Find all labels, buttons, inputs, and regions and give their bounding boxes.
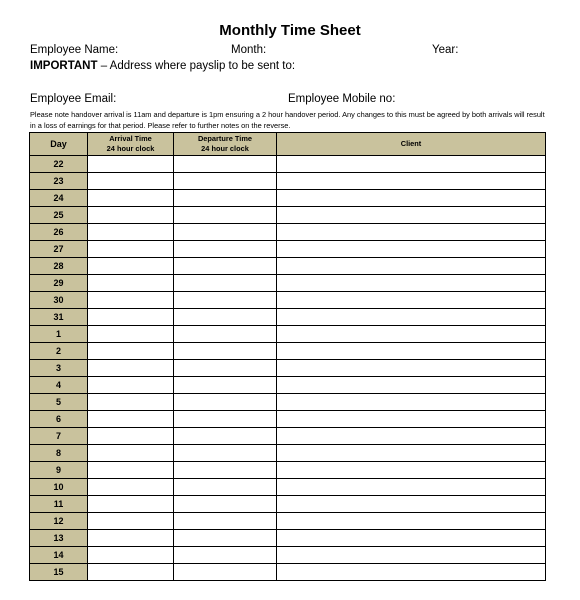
table-row (30, 224, 546, 241)
departure-time-cell[interactable] (174, 479, 277, 496)
employee-email-label: Employee Email: (30, 93, 117, 105)
day-cell: 10 (30, 479, 88, 496)
departure-time-cell[interactable] (174, 530, 277, 547)
departure-time-cell[interactable] (174, 190, 277, 207)
client-cell[interactable] (277, 547, 546, 564)
day-cell: 26 (30, 224, 88, 241)
table-row (30, 411, 546, 428)
arrival-time-cell[interactable] (88, 156, 174, 173)
day-cell: 4 (30, 377, 88, 394)
day-cell: 6 (30, 411, 88, 428)
day-cell: 22 (30, 156, 88, 173)
departure-time-cell[interactable] (174, 394, 277, 411)
day-cell: 7 (30, 428, 88, 445)
client-cell[interactable] (277, 173, 546, 190)
day-cell: 5 (30, 394, 88, 411)
day-cell: 3 (30, 360, 88, 377)
client-cell[interactable] (277, 462, 546, 479)
table-row (30, 513, 546, 530)
departure-time-cell[interactable] (174, 496, 277, 513)
arrival-time-cell[interactable] (88, 496, 174, 513)
arrival-time-cell[interactable] (88, 207, 174, 224)
departure-time-cell[interactable] (174, 207, 277, 224)
timesheet-rows (30, 156, 546, 581)
table-row (30, 309, 546, 326)
departure-time-cell[interactable] (174, 326, 277, 343)
table-row (30, 428, 546, 445)
client-cell[interactable] (277, 360, 546, 377)
table-row (30, 377, 546, 394)
departure-time-cell[interactable] (174, 241, 277, 258)
arrival-time-cell[interactable] (88, 275, 174, 292)
client-cell[interactable] (277, 496, 546, 513)
arrival-time-cell[interactable] (88, 292, 174, 309)
departure-time-cell[interactable] (174, 360, 277, 377)
arrival-time-cell[interactable] (88, 530, 174, 547)
arrival-time-cell[interactable] (88, 513, 174, 530)
client-cell[interactable] (277, 530, 546, 547)
table-row (30, 241, 546, 258)
day-cell: 25 (30, 207, 88, 224)
arrival-header-line1: Arrival Time (109, 134, 152, 143)
departure-time-cell[interactable] (174, 445, 277, 462)
client-cell[interactable] (277, 258, 546, 275)
header-row (30, 133, 546, 156)
client-cell[interactable] (277, 241, 546, 258)
year-label: Year: (432, 44, 459, 56)
arrival-time-header (88, 133, 174, 156)
page-title: Monthly Time Sheet (219, 22, 361, 39)
important-address-line (30, 60, 295, 72)
table-row (30, 207, 546, 224)
arrival-header-line2: 24 hour clock (106, 144, 155, 153)
arrival-time-cell[interactable] (88, 309, 174, 326)
arrival-time-cell[interactable] (88, 224, 174, 241)
client-cell[interactable] (277, 394, 546, 411)
day-cell: 15 (30, 564, 88, 581)
departure-time-cell[interactable] (174, 547, 277, 564)
departure-time-cell[interactable] (174, 224, 277, 241)
table-row (30, 156, 546, 173)
timesheet-table (29, 132, 546, 581)
day-cell: 8 (30, 445, 88, 462)
table-row (30, 462, 546, 479)
departure-time-header (174, 133, 277, 156)
arrival-time-cell[interactable] (88, 173, 174, 190)
arrival-time-cell[interactable] (88, 411, 174, 428)
address-instruction: – Address where payslip to be sent to: (97, 60, 296, 72)
arrival-time-cell[interactable] (88, 394, 174, 411)
table-row (30, 190, 546, 207)
table-row (30, 394, 546, 411)
employee-name-label: Employee Name: (30, 44, 119, 56)
arrival-time-cell[interactable] (88, 462, 174, 479)
arrival-time-cell[interactable] (88, 479, 174, 496)
day-cell: 30 (30, 292, 88, 309)
day-cell: 23 (30, 173, 88, 190)
table-row (30, 547, 546, 564)
client-cell[interactable] (277, 343, 546, 360)
client-cell[interactable] (277, 513, 546, 530)
table-row (30, 173, 546, 190)
day-cell: 27 (30, 241, 88, 258)
arrival-time-cell[interactable] (88, 445, 174, 462)
day-cell: 24 (30, 190, 88, 207)
day-cell: 29 (30, 275, 88, 292)
client-cell[interactable] (277, 309, 546, 326)
handover-note: Please note handover arrival is 11am and departure is 1pm ensuring a 2 hour handover period. Any changes to this must be agreed by both arrivals will result in a loss of earnings for that period. Please refer to further notes on the reverse. (30, 110, 545, 130)
table-row (30, 292, 546, 309)
employee-mobile-label: Employee Mobile no: (288, 93, 396, 105)
client-cell[interactable] (277, 377, 546, 394)
arrival-time-cell[interactable] (88, 564, 174, 581)
table-row (30, 445, 546, 462)
client-cell[interactable] (277, 411, 546, 428)
month-label: Month: (231, 44, 267, 56)
day-cell: 11 (30, 496, 88, 513)
client-cell[interactable] (277, 445, 546, 462)
table-row (30, 326, 546, 343)
day-cell: 14 (30, 547, 88, 564)
departure-header-line2: 24 hour clock (201, 144, 249, 153)
table-row (30, 343, 546, 360)
arrival-time-cell[interactable] (88, 428, 174, 445)
client-cell[interactable] (277, 156, 546, 173)
arrival-time-cell[interactable] (88, 241, 174, 258)
day-cell: 9 (30, 462, 88, 479)
table-row (30, 530, 546, 547)
client-cell[interactable] (277, 564, 546, 581)
day-cell: 12 (30, 513, 88, 530)
client-cell[interactable] (277, 326, 546, 343)
table-row (30, 275, 546, 292)
departure-time-cell[interactable] (174, 258, 277, 275)
day-cell: 2 (30, 343, 88, 360)
arrival-time-cell[interactable] (88, 190, 174, 207)
departure-time-cell[interactable] (174, 292, 277, 309)
departure-time-cell[interactable] (174, 428, 277, 445)
day-cell: 28 (30, 258, 88, 275)
departure-time-cell[interactable] (174, 411, 277, 428)
table-row (30, 479, 546, 496)
table-row (30, 360, 546, 377)
client-header: Client (277, 133, 546, 156)
arrival-time-cell[interactable] (88, 326, 174, 343)
departure-time-cell[interactable] (174, 564, 277, 581)
table-row (30, 496, 546, 513)
departure-header-line1: Departure Time (197, 134, 253, 143)
arrival-time-cell[interactable] (88, 258, 174, 275)
day-cell: 13 (30, 530, 88, 547)
arrival-time-cell[interactable] (88, 547, 174, 564)
departure-time-cell[interactable] (174, 462, 277, 479)
client-cell[interactable] (277, 292, 546, 309)
client-cell[interactable] (277, 190, 546, 207)
departure-time-cell[interactable] (174, 513, 277, 530)
day-cell: 31 (30, 309, 88, 326)
departure-time-cell[interactable] (174, 275, 277, 292)
table-row (30, 564, 546, 581)
arrival-time-cell[interactable] (88, 343, 174, 360)
day-header: Day (30, 133, 88, 156)
departure-time-cell[interactable] (174, 343, 277, 360)
client-cell[interactable] (277, 479, 546, 496)
table-row (30, 258, 546, 275)
day-cell: 1 (30, 326, 88, 343)
important-label: IMPORTANT (30, 60, 98, 72)
arrival-time-cell[interactable] (88, 377, 174, 394)
client-cell[interactable] (277, 428, 546, 445)
client-cell[interactable] (277, 224, 546, 241)
departure-time-cell[interactable] (174, 377, 277, 394)
departure-time-cell[interactable] (174, 173, 277, 190)
arrival-time-cell[interactable] (88, 360, 174, 377)
client-cell[interactable] (277, 275, 546, 292)
client-cell[interactable] (277, 207, 546, 224)
departure-time-cell[interactable] (174, 309, 277, 326)
departure-time-cell[interactable] (174, 156, 277, 173)
